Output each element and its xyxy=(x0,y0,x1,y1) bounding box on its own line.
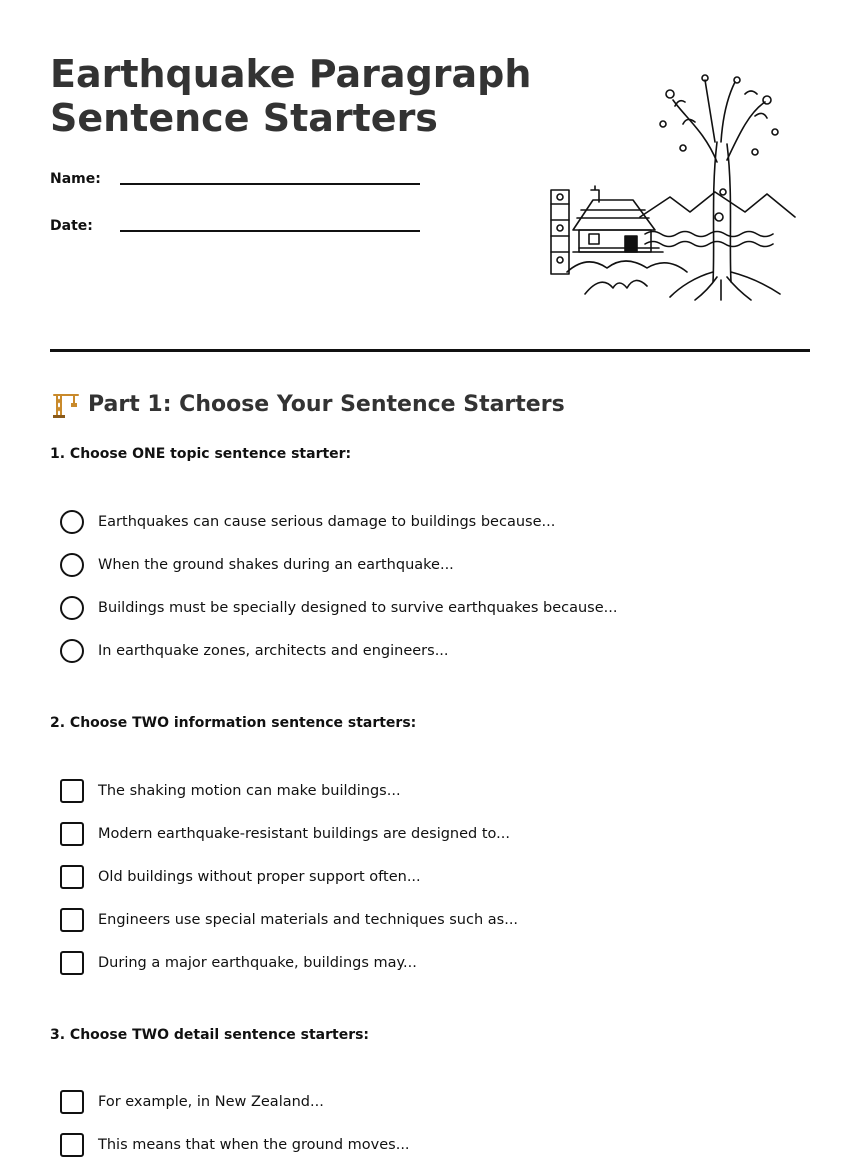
date-label: Date: xyxy=(50,218,93,234)
option-text: When the ground shakes during an earthquake... xyxy=(98,557,454,573)
option-text: Buildings must be specially designed to survive earthquakes because... xyxy=(98,600,618,616)
q1-option-4[interactable] xyxy=(60,638,449,664)
part1-heading xyxy=(50,389,565,419)
option-text: In earthquake zones, architects and engineers... xyxy=(98,643,449,659)
option-text: Old buildings without proper support often... xyxy=(98,869,421,885)
option-text: Engineers use special materials and techniques such as... xyxy=(98,912,519,928)
option-text: The shaking motion can make buildings... xyxy=(98,783,401,799)
checkbox[interactable] xyxy=(60,1090,84,1114)
q2-option-2[interactable] xyxy=(60,821,510,847)
name-field-row xyxy=(50,165,430,195)
option-text: Earthquakes can cause serious damage to buildings because... xyxy=(98,514,556,530)
header-divider xyxy=(50,349,810,352)
construction-crane-icon xyxy=(50,389,80,419)
question-3-label: 3. Choose TWO detail sentence starters: xyxy=(50,1027,370,1043)
radio-button[interactable] xyxy=(60,639,84,663)
q2-option-3[interactable] xyxy=(60,864,421,890)
q1-option-1[interactable] xyxy=(60,509,555,535)
question-2-label: 2. Choose TWO information sentence starters: xyxy=(50,715,417,731)
q2-option-5[interactable] xyxy=(60,950,417,976)
part1-heading-text: Part 1: Choose Your Sentence Starters xyxy=(88,391,565,417)
q2-option-1[interactable] xyxy=(60,778,401,804)
checkbox[interactable] xyxy=(60,822,84,846)
tree-house-illustration xyxy=(545,72,800,302)
name-input-line[interactable] xyxy=(120,165,420,185)
question-1-label: 1. Choose ONE topic sentence starter: xyxy=(50,446,352,462)
page-title xyxy=(50,52,531,140)
title-line-2: Sentence Starters xyxy=(50,96,438,140)
checkbox[interactable] xyxy=(60,779,84,803)
option-text: This means that when the ground moves... xyxy=(98,1137,410,1153)
option-text: For example, in New Zealand... xyxy=(98,1094,324,1110)
q2-option-4[interactable] xyxy=(60,907,518,933)
q1-option-3[interactable] xyxy=(60,595,618,621)
checkbox[interactable] xyxy=(60,951,84,975)
date-input-line[interactable] xyxy=(120,212,420,232)
radio-button[interactable] xyxy=(60,553,84,577)
radio-button[interactable] xyxy=(60,596,84,620)
checkbox[interactable] xyxy=(60,908,84,932)
q3-option-1[interactable] xyxy=(60,1089,324,1115)
name-label: Name: xyxy=(50,171,101,187)
radio-button[interactable] xyxy=(60,510,84,534)
q3-option-2[interactable] xyxy=(60,1132,410,1158)
checkbox[interactable] xyxy=(60,865,84,889)
option-text: Modern earthquake-resistant buildings are designed to... xyxy=(98,826,510,842)
checkbox[interactable] xyxy=(60,1133,84,1157)
title-line-1: Earthquake Paragraph xyxy=(50,52,532,96)
option-text: During a major earthquake, buildings may... xyxy=(98,955,417,971)
date-field-row xyxy=(50,212,430,242)
q1-option-2[interactable] xyxy=(60,552,454,578)
